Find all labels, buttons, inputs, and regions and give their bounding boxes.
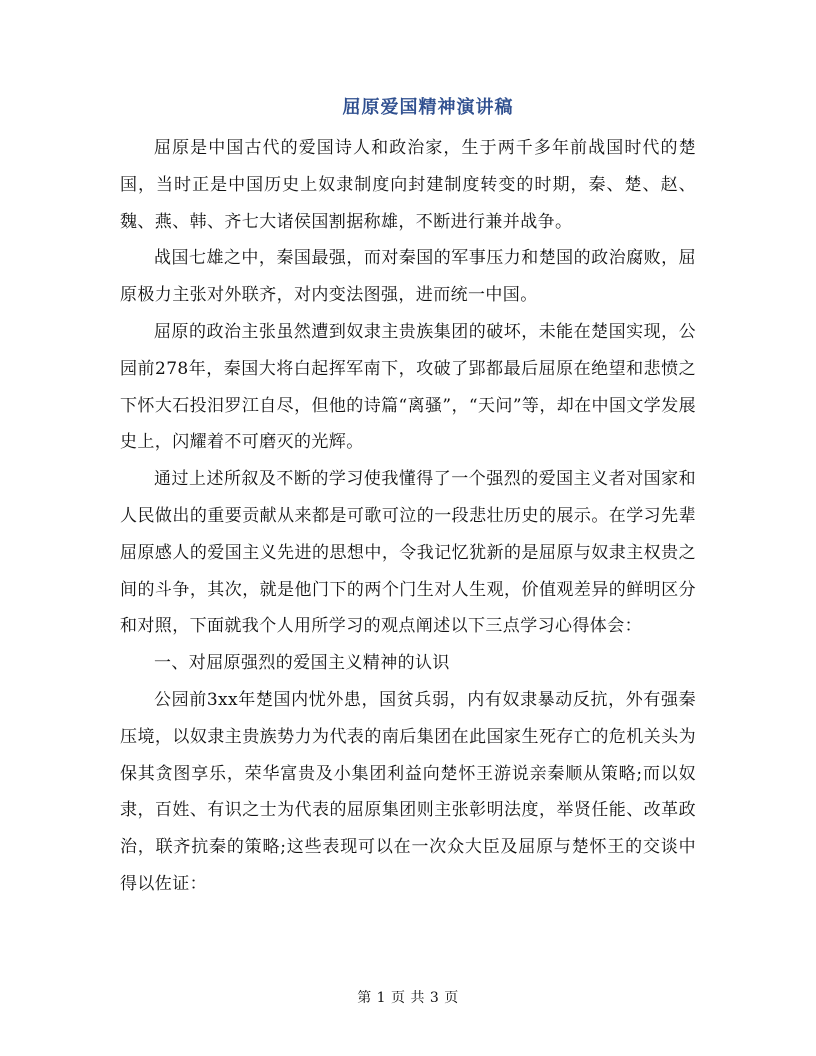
- page-footer: 第 1 页 共 3 页: [357, 990, 459, 1006]
- section-heading-1: 一、对屈原强烈的爱国主义精神的认识: [154, 653, 450, 674]
- paragraph-intro: 屈原是中国古代的爱国诗人和政治家，生于两千多年前战国时代的楚国，当时正是中国历史上奴隶制度向封建制度转变的时期，秦、楚、赵、魏、燕、韩、齐七大诸侯国割据称雄，不断进行兼并战争。: [120, 138, 696, 232]
- paragraph-warring-states: 战国七雄之中，秦国最强，而对秦国的军事压力和楚国的政治腐败，屈原极力主张对外联齐，对内变法图强，进而统一中国。: [120, 248, 696, 306]
- document-body: [120, 130, 696, 903]
- document-title: 屈原爱国精神演讲稿: [342, 97, 514, 118]
- paragraph-reflection: 通过上述所叙及不断的学习使我懂得了一个强烈的爱国主义者对国家和人民做出的重要贡献从来都是可歌可泣的一段悲壮历史的展示。在学习先辈屈原感人的爱国主义先进的思想中，令我记忆犹新的是屈原与奴隶主权贵之间的斗争，其次，就是他门下的两个门生对人生观，价值观差异的鲜明区分和对照，下面就我个人用所学习的观点阐述以下三点学习心得体会：: [120, 469, 696, 637]
- paragraph-political-views: 屈原的政治主张虽然遭到奴隶主贵族集团的破坏，未能在楚国实现，公园前278年，秦国大将白起挥军南下，攻破了郢都最后屈原在绝望和悲愤之下怀大石投汨罗江自尽，但他的诗篇“离骚”，“天问”等，却在中国文学发展史上，闪耀着不可磨灭的光辉。: [120, 321, 696, 453]
- paragraph-history: 公园前3xx年楚国内忧外患，国贫兵弱，内有奴隶暴动反抗，外有强秦压境，以奴隶主贵族势力为代表的南后集团在此国家生死存亡的危机关头为保其贪图享乐，荣华富贵及小集团利益向楚怀王游说亲秦顺从策略;而以奴隶，百姓、有识之士为代表的屈原集团则主张彰明法度，举贤任能、改革政治，联齐抗秦的策略;这些表现可以在一次众大臣及屈原与楚怀王的交谈中得以佐证：: [120, 689, 696, 894]
